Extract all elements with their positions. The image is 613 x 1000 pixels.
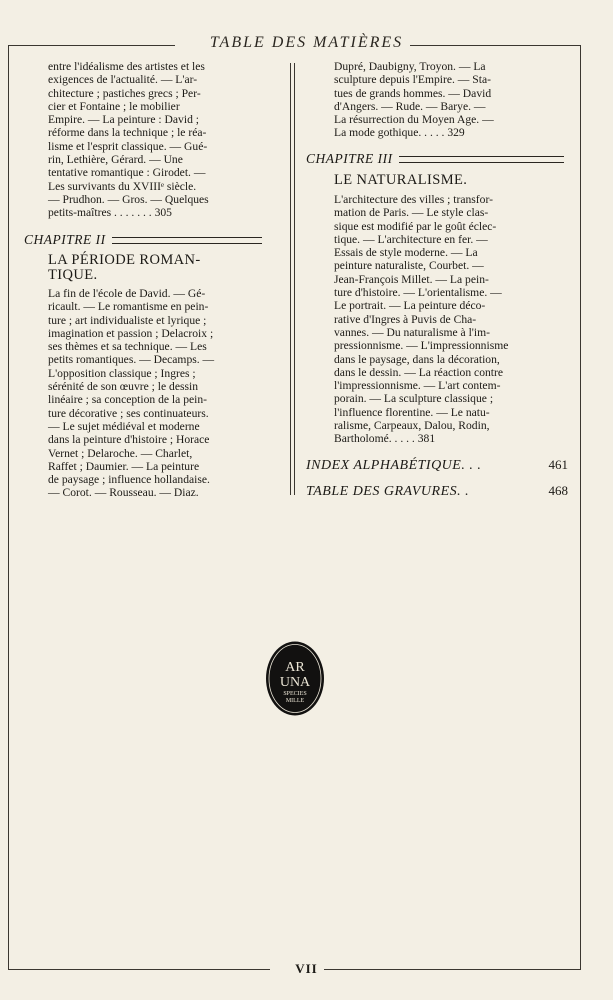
toc-line: imagination et passion ; Delacroix ; (48, 326, 214, 340)
toc-line: L'opposition classique ; Ingres ; (48, 366, 196, 380)
index-entry-gravures[interactable] (306, 483, 568, 500)
toc-line: dans le dessin. — La réaction contre (334, 365, 504, 379)
toc-line: l'influence florentine. — Le natu- (334, 405, 490, 419)
toc-line: vannes. — Du naturalisme à l'im- (334, 325, 490, 339)
chapter-rule (112, 237, 262, 244)
toc-line: entre l'idéalisme des artistes et les (48, 60, 205, 73)
toc-line: ricault. — Le romantisme en pein- (48, 300, 209, 314)
index-entry-label: TABLE DES GRAVURES. . (306, 484, 470, 499)
index-entry-label: INDEX ALPHABÉTIQUE. . . (306, 458, 482, 473)
chapter-3-heading[interactable] (306, 151, 568, 167)
toc-line: Bartholomé. . . . . 381 (334, 432, 436, 446)
chapter-2-title-line: LA PÉRIODE ROMAN- (48, 252, 201, 268)
toc-line: La résurrection du Moyen Age. — (334, 113, 494, 127)
toc-line: chitecture ; pastiches grecs ; Per- (48, 86, 201, 100)
toc-line: Empire. — La peinture : David ; (48, 113, 199, 127)
publisher-emblem-icon (265, 641, 325, 716)
toc-line: sique est modifié par le goût éclec- (334, 219, 497, 233)
running-title: TABLE DES MATIÈRES (209, 34, 404, 51)
toc-line: — Corot. — Rousseau. — Diaz. (48, 486, 199, 500)
toc-line: Le portrait. — La peinture déco- (334, 299, 486, 313)
toc-line: Les survivants du XVIIIᵉ siècle. (48, 179, 197, 193)
index-entry-page: 468 (548, 483, 568, 498)
chapter-3-label: CHAPITRE III (306, 151, 393, 166)
toc-line: La mode gothique. . . . . 329 (334, 126, 465, 140)
toc-line: rative d'Ingres à Puvis de Cha- (334, 312, 477, 326)
toc-line: ture ; art individualiste et lyrique ; (48, 313, 207, 327)
toc-line: L'architecture des villes ; transfor- (334, 193, 493, 206)
toc-line: mation de Paris. — Le style clas- (334, 206, 489, 220)
toc-line: exigences de l'actualité. — L'ar- (48, 73, 198, 87)
emblem-text: SPECIES (283, 691, 307, 697)
toc-line: Jean-François Millet. — La pein- (334, 272, 489, 286)
chapter-2-label: CHAPITRE II (24, 232, 106, 247)
emblem-text: UNA (279, 675, 311, 690)
toc-line: ture d'histoire. — L'orientalisme. — (334, 286, 502, 300)
toc-line: l'impressionnisme. — L'art contem- (334, 379, 501, 393)
toc-line: petits romantiques. — Decamps. — (48, 353, 215, 367)
toc-line: Essais de style moderne. — La (334, 246, 478, 260)
toc-line: de paysage ; influence hollandaise. (48, 473, 210, 487)
toc-line: tique. — L'architecture en fer. — (334, 232, 488, 246)
chapter-3-summary (334, 193, 566, 446)
toc-line: rin, Lethière, Gérard. — Une (48, 153, 183, 167)
toc-line: porain. — La sculpture classique ; (334, 392, 494, 406)
toc-line: réforme dans la technique ; le réa- (48, 126, 207, 140)
toc-line: Dupré, Daubigny, Troyon. — La (334, 60, 486, 73)
toc-line: La fin de l'école de David. — Gé- (48, 287, 206, 300)
toc-line: sérénité de son œuvre ; le dessin (48, 380, 199, 394)
page-number: VII (0, 961, 613, 977)
toc-line: tentative romantique : Girodet. — (48, 166, 206, 180)
chapter-2-summary (48, 287, 280, 500)
toc-line: Raffet ; Daumier. — La peinture (48, 459, 200, 473)
chapter-rule (399, 156, 564, 163)
toc-line: Vernet ; Delaroche. — Charlet, (48, 446, 193, 460)
toc-line: d'Angers. — Rude. — Barye. — (334, 99, 486, 113)
emblem-text: AR (285, 660, 305, 675)
toc-line: dans la peinture d'histoire ; Horace (48, 433, 210, 447)
frame-right-rule (580, 45, 581, 970)
right-continuation (334, 60, 566, 140)
index-entry-alphabetique[interactable] (306, 457, 568, 474)
toc-line: lisme et l'esprit classique. — Gué- (48, 139, 208, 153)
toc-line: linéaire ; sa conception de la pein- (48, 393, 208, 407)
toc-line: tues de grands hommes. — David (334, 86, 492, 100)
toc-line: dans le paysage, dans la décoration, (334, 352, 500, 366)
chapter-2-title-line: TIQUE. (48, 267, 98, 283)
emblem-text: MILLE (285, 698, 305, 704)
left-continuation (48, 60, 280, 220)
chapter-2-heading[interactable] (24, 232, 282, 248)
column-divider-inner (294, 63, 295, 495)
toc-line: ses thèmes et sa technique. — Les (48, 340, 207, 354)
toc-line: cier et Fontaine ; le mobilier (48, 99, 180, 113)
index-entry-page: 461 (548, 457, 568, 472)
toc-line: pressionnisme. — L'impressionnisme (334, 339, 509, 353)
toc-line: peinture naturaliste, Courbet. — (334, 259, 484, 273)
toc-line: ture décorative ; ses continuateurs. (48, 406, 209, 420)
chapter-3-title: LE NATURALISME. (334, 172, 468, 188)
toc-line: — Le sujet médiéval et moderne (48, 419, 200, 433)
toc-line: petits-maîtres . . . . . . . 305 (48, 206, 172, 220)
frame-left-rule (8, 45, 9, 970)
toc-line: sculpture depuis l'Empire. — Sta- (334, 73, 491, 87)
toc-line: — Prudhon. — Gros. — Quelques (48, 192, 209, 206)
column-divider (290, 63, 291, 495)
toc-line: ralisme, Carpeaux, Dalou, Rodin, (334, 419, 490, 433)
chapter-2-title (48, 253, 258, 283)
